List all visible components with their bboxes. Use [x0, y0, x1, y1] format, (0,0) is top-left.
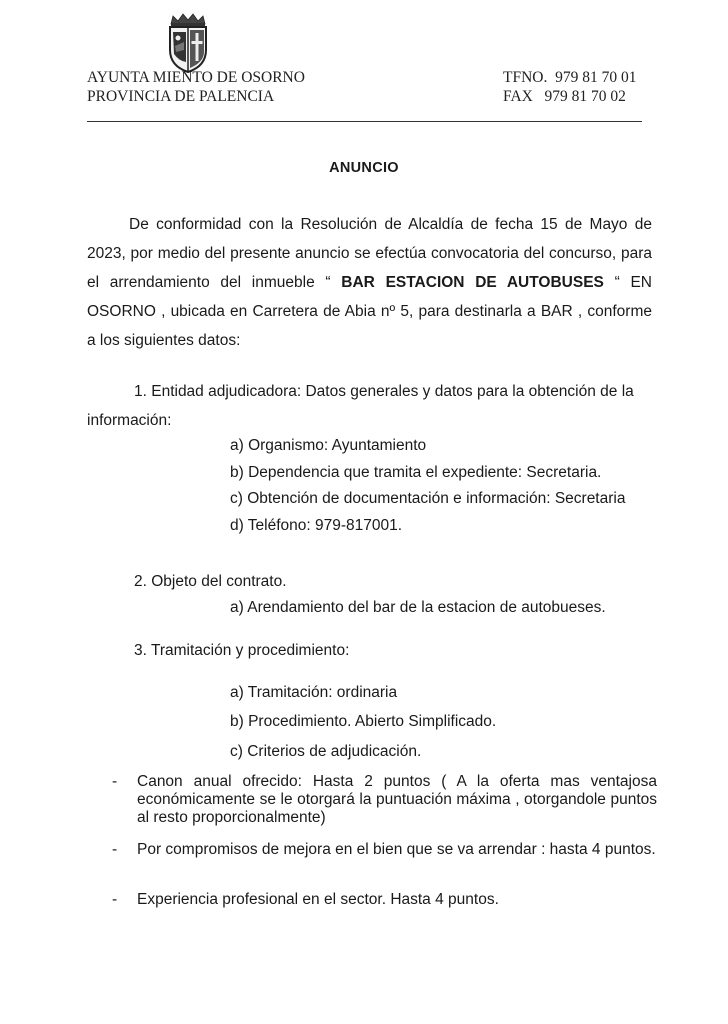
property-name: BAR ESTACION DE AUTOBUSES [341, 274, 604, 291]
section-1-heading [87, 377, 652, 435]
criteria-list-item [112, 773, 657, 827]
fax-number: 979 81 70 02 [544, 88, 626, 105]
intro-text-part2: “ EN OSORNO , ubicada en Carretera de Abia nº 5, para destinarla a BAR , conforme a los siguientes datos: [87, 274, 653, 349]
header-divider [87, 121, 642, 122]
intro-paragraph [87, 210, 652, 355]
section-3-heading: 3. Tramitación y procedimiento: [134, 642, 350, 659]
bullet-dash: - [112, 841, 118, 858]
bullet-dash: - [112, 891, 118, 908]
section-1-item: c) Obtención de documentación e información: Secretaria [230, 490, 626, 507]
document-title: ANUNCIO [329, 160, 399, 176]
section-1-item: b) Dependencia que tramita el expediente: Secretaria. [230, 464, 602, 481]
criteria-text: Por compromisos de mejora en el bien que se va arrendar : hasta 4 puntos. [137, 841, 656, 858]
fax-line [503, 87, 636, 106]
fax-label: FAX [503, 88, 533, 105]
section-3-item: a) Tramitación: ordinaria [230, 684, 398, 701]
section-2-heading: 2. Objeto del contrato. [134, 573, 287, 590]
section-1-item: d) Teléfono: 979-817001. [230, 517, 403, 534]
criteria-list-item [112, 891, 657, 909]
phone-line [503, 68, 636, 87]
municipality-header [87, 68, 305, 106]
phone-number: 979 81 70 01 [555, 69, 637, 86]
section-1-heading-text: 1. Entidad adjudicadora: Datos generales y datos para la obtención de la información: [87, 383, 634, 429]
section-3-item: c) Criterios de adjudicación. [230, 743, 422, 760]
criteria-text: Experiencia profesional en el sector. Hasta 4 puntos. [137, 891, 499, 908]
section-1-item: a) Organismo: Ayuntamiento [230, 437, 427, 454]
section-2-item: a) Arendamiento del bar de la estacion de autobueses. [230, 599, 606, 616]
municipality-name: AYUNTA MIENTO DE OSORNO [87, 69, 305, 86]
section-3-item: b) Procedimiento. Abierto Simplificado. [230, 713, 497, 730]
phone-label: TFNO. [503, 69, 548, 86]
province-name: PROVINCIA DE PALENCIA [87, 88, 275, 105]
contact-header [503, 68, 636, 106]
coat-of-arms-icon [163, 12, 213, 74]
intro-text-part1: De conformidad con la Resolución de Alcaldía de fecha 15 de Mayo de 2023, por medio del presente anuncio se efectúa convocatoria del concurso, para el arrendamiento del inmueble “ [87, 216, 652, 291]
criteria-text: Canon anual ofrecido: Hasta 2 puntos ( A la oferta mas ventajosa económicamente se le otorgará la puntuación máxima , otorgandole puntos al resto proporcionalmente) [137, 773, 657, 826]
bullet-dash: - [112, 773, 118, 790]
criteria-list-item [112, 841, 657, 859]
